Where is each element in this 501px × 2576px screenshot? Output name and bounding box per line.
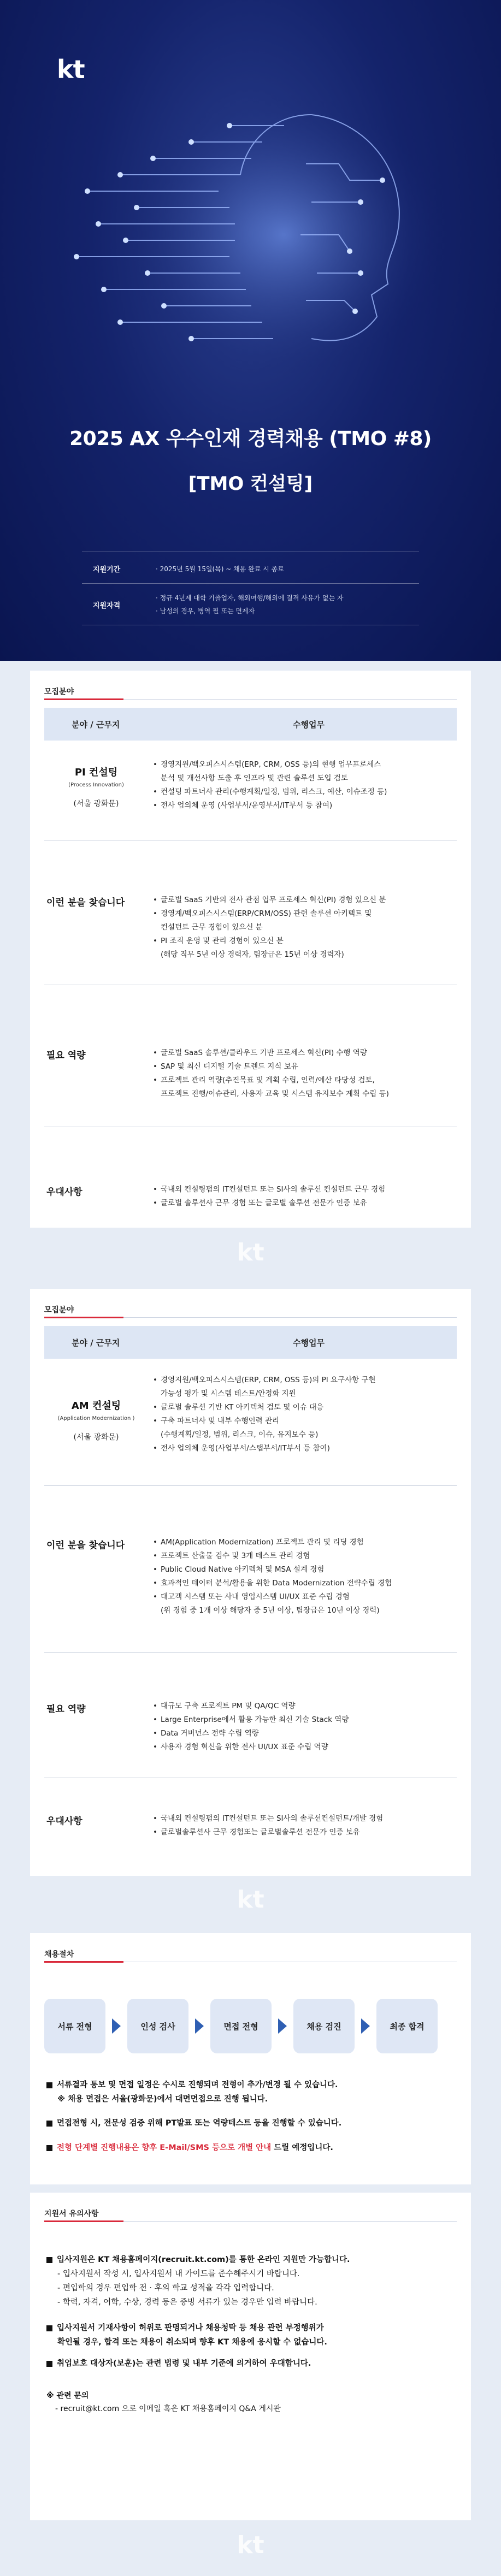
notice-card	[30, 2193, 471, 2520]
process-note-1: 서류결과 통보 및 면접 일정은 수시로 진행되며 전형이 추가/변경 될 수 있습니다. ※ 채용 면접은 서울(광화문)에서 대면면접으로 진행 됩니다.	[46, 2078, 451, 2106]
skills-label: 필요 역량	[46, 1704, 86, 1715]
notice-sub: 확인될 경우, 합격 또는 채용이 취소되며 향후 KT 채용에 응시할 수 없습니다.	[57, 2338, 327, 2347]
process-note-3	[46, 2141, 451, 2155]
list-item: • 대고객 시스템 또는 사내 영업시스템 UI/UX 표준 수립 경험	[153, 1590, 443, 1604]
process-steps	[44, 1999, 457, 2053]
notice-item-1: 입사지원은 KT 채용홈페이지(recruit.kt.com)를 통한 온라인 지원만 가능합니다. - 입사지원서 작성 시, 입사지원서 내 가이드를 준수해주시기 바랍니다. - 편입학의 경우 편입학 전 · 후의 학교 성적을 각각 입력합니다. - 학력, 자격, 어학, 수상, 경력 등은 증빙 서류가 있는 경우만 입력 바랍니다.	[46, 2253, 451, 2309]
recruitment-card-pi	[30, 671, 471, 1228]
step-personality-test: 인성 검사	[127, 1999, 188, 2053]
notice-sub: - 편입학의 경우 편입학 전 · 후의 학교 성적을 각각 입력합니다.	[57, 2284, 274, 2293]
list-item: • Large Enterprise에서 활용 가능한 최신 기술 Stack 역량	[153, 1713, 443, 1727]
qualification-value-1: · 정규 4년제 대학 기졸업자, 해외여행/해외에 결격 사유가 없는 자	[156, 594, 344, 602]
duty-list	[153, 758, 443, 813]
ideal-list	[153, 893, 443, 962]
section-heading: 채용절차	[44, 1950, 74, 1959]
qualification-label: 지원자격	[93, 602, 121, 610]
square-bullet-icon	[46, 2121, 52, 2127]
list-item: • 글로벌 솔루션 기반 KT 아키텍처 검토 및 이슈 대응	[153, 1401, 443, 1414]
column-duty: 수행업무	[293, 1338, 325, 1348]
preference-list	[153, 1812, 443, 1839]
accent-bar	[44, 1961, 123, 1963]
kt-watermark: kt	[237, 1886, 264, 1914]
list-item: • 글로벌솔루션사 근무 경험또는 글로벌솔루션 전문가 인증 보유	[153, 1826, 443, 1839]
list-item: • AM(Application Modernization) 프로젝트 관리 및 리딩 경험	[153, 1536, 443, 1549]
divider	[82, 583, 419, 584]
table-header	[44, 1326, 457, 1359]
list-item: • 국내외 컨설팅펌의 IT컨설턴트 또는 SI사의 솔루션 컨설턴트 근무 경험	[153, 1183, 443, 1197]
column-duty: 수행업무	[293, 720, 325, 730]
process-note-3-highlight: 전형 단계별 진행내용은 향후 E-Mail/SMS 등으로 개별 안내	[57, 2143, 272, 2152]
list-item: • 대규모 구축 프로젝트 PM 및 QA/QC 역량	[153, 1699, 443, 1713]
accent-bar	[44, 2220, 123, 2222]
arrow-right-icon	[361, 2018, 370, 2034]
ai-head-circuit-illustration	[55, 82, 448, 388]
section-heading: 지원서 유의사항	[44, 2210, 99, 2218]
divider	[44, 1485, 457, 1486]
contact-detail: - recruit@kt.com 으로 이메일 혹은 KT 채용홈페이지 Q&A 게시판	[55, 2405, 281, 2413]
square-bullet-icon	[46, 2361, 52, 2367]
list-item: • 경영지원/백오피스시스템(ERP, CRM, OSS 등)의 현행 업무프로세스	[153, 758, 443, 772]
list-item: • 글로벌 솔루션사 근무 경험 또는 글로벌 솔루션 전문가 인증 보유	[153, 1197, 443, 1210]
role-english: (Process Innovation)	[68, 782, 124, 788]
preference-list	[153, 1183, 443, 1210]
role-location: (서울 광화문)	[73, 1433, 119, 1442]
section-heading: 모집분야	[44, 1306, 74, 1314]
list-item: • 사용자 경험 혁신을 위한 전사 UI/UX 표준 수립 역량	[153, 1740, 443, 1754]
ideal-list	[153, 1536, 443, 1618]
column-role: 분야 / 근무지	[72, 720, 120, 730]
list-item: • 국내외 컨설팅펌의 IT컨설턴트 또는 SI사의 솔루션컨설턴트/개발 경험	[153, 1812, 443, 1826]
list-item: 컨설턴트 근무 경험이 있으신 분	[161, 923, 263, 932]
square-bullet-icon	[46, 2145, 52, 2151]
arrow-right-icon	[278, 2018, 287, 2034]
list-item: • 경영지원/백오피스시스템(ERP, CRM, OSS 등)의 PI 요구사항 구현	[153, 1373, 443, 1387]
accent-bar	[44, 1317, 123, 1318]
section-heading: 모집분야	[44, 688, 74, 696]
list-item: • PI 조직 운영 및 관리 경험이 있으신 분	[153, 934, 443, 948]
process-note-2: 면접전형 시, 전문성 검증 위해 PT발표 또는 역량테스트 등을 진행할 수 있습니다.	[46, 2116, 451, 2130]
list-item: • Public Cloud Native 아키텍처 및 MSA 설계 경험	[153, 1563, 443, 1577]
list-item: • Data 거버넌스 전략 수립 역량	[153, 1727, 443, 1740]
list-item: • 프로젝트 관리 역량(추진목표 및 계획 수립, 인력/예산 타당성 검토,	[153, 1074, 443, 1087]
hero-subtitle: [TMO 컨설팅]	[188, 473, 313, 495]
step-interview: 면접 전형	[210, 1999, 272, 2053]
list-item: (위 경험 중 1개 이상 해당자 중 5년 이상, 팀장급은 10년 이상 경력)	[161, 1606, 380, 1615]
notice-sub: - 학력, 자격, 어학, 수상, 경력 등은 증빙 서류가 있는 경우만 입력 바랍니다.	[57, 2298, 317, 2307]
skills-label: 필요 역량	[46, 1050, 86, 1061]
skills-list	[153, 1046, 443, 1101]
list-item: • 전사 업의체 운영 (사업부서/운영부서/IT부서 등 참여)	[153, 799, 443, 813]
arrow-right-icon	[112, 2018, 121, 2034]
notice-item-2: 입사지원서 기재사항이 허위로 판명되거나 채용청탁 등 채용 관련 부정행위가 확인될 경우, 합격 또는 채용이 취소되며 향후 KT 채용에 응시할 수 없습니다.	[46, 2321, 451, 2349]
process-note-3-rest: 드릴 예정입니다.	[274, 2143, 333, 2152]
step-document: 서류 전형	[44, 1999, 105, 2053]
step-final: 최종 합격	[376, 1999, 438, 2053]
list-item: • 글로벌 SaaS 솔루션/클라우드 기반 프로세스 혁신(PI) 수행 역량	[153, 1046, 443, 1060]
role-english: (Application Modernization )	[57, 1416, 135, 1422]
table-header	[44, 708, 457, 741]
list-item: • 컨설팅 파트너사 관리(수행계획/일정, 범위, 리스크, 예산, 이슈조정 등)	[153, 785, 443, 799]
divider	[44, 1652, 457, 1653]
square-bullet-icon	[46, 2082, 52, 2088]
hero-banner	[0, 0, 501, 661]
role-location: (서울 광화문)	[73, 800, 119, 808]
notice-sub: - 입사지원서 작성 시, 입사지원서 내 가이드를 준수해주시기 바랍니다.	[57, 2270, 300, 2278]
list-item: • 구축 파트너사 및 내부 수행인력 관리	[153, 1414, 443, 1428]
ideal-label: 이런 분을 찾습니다	[46, 897, 125, 908]
role-title: PI 컨설팅	[74, 767, 118, 778]
process-card	[30, 1933, 471, 2184]
list-item: • 프로젝트 산출물 검수 및 3개 테스트 관리 경험	[153, 1549, 443, 1563]
period-label: 지원기간	[93, 566, 121, 574]
contact-title: ※ 관련 문의	[46, 2391, 89, 2400]
kt-watermark: kt	[237, 2531, 264, 2559]
arrow-right-icon	[195, 2018, 204, 2034]
list-item: 분석 및 개선사항 도출 후 인프라 및 관련 솔루션 도입 검토	[161, 774, 348, 783]
role-title: AM 컨설팅	[71, 1400, 121, 1412]
list-item: 가능성 평가 및 시스템 테스트/안정화 지원	[161, 1389, 296, 1398]
role-cell	[44, 1398, 148, 1442]
accent-bar	[44, 698, 123, 700]
list-item: • 효과적인 데이터 분석/활용을 위한 Data Modernization 전략수립 경험	[153, 1577, 443, 1590]
contact-block	[46, 2389, 281, 2415]
list-item: • 글로벌 SaaS 기반의 전사 관점 업무 프로세스 혁신(PI) 경험 있으신 분	[153, 893, 443, 907]
skills-list	[153, 1699, 443, 1754]
list-item: • 전사 업의체 운영(사업부서/스탭부서/IT부서 등 참여)	[153, 1442, 443, 1455]
square-bullet-icon	[46, 2325, 52, 2331]
duty-list	[153, 1373, 443, 1455]
list-item: • SAP 및 최신 디지털 기술 트렌드 지식 보유	[153, 1060, 443, 1074]
qualification-value-2: · 남성의 경우, 병역 필 또는 면제자	[156, 607, 255, 615]
preference-label: 우대사항	[46, 1816, 82, 1827]
recruitment-card-am	[30, 1289, 471, 1876]
notice-item-3: 취업보호 대상자(보훈)는 관련 법령 및 내부 기준에 의거하여 우대합니다.	[46, 2356, 451, 2371]
list-item: 프로젝트 진행/이슈관리, 사용자 교육 및 시스템 유지보수 계획 수립 등)	[161, 1089, 389, 1098]
step-health-check: 채용 검진	[293, 1999, 355, 2053]
list-item: (해당 직무 5년 이상 경력자, 팀장급은 15년 이상 경력자)	[161, 950, 344, 959]
period-row	[82, 558, 419, 580]
column-role: 분야 / 근무지	[72, 1338, 120, 1348]
list-item: • 경영계/백오피스시스템(ERP/CRM/OSS) 관련 솔루션 아키텍트 및	[153, 907, 443, 921]
role-cell	[44, 765, 148, 809]
process-note-1-sub: ※ 채용 면접은 서울(광화문)에서 대면면접으로 진행 됩니다.	[57, 2095, 268, 2104]
kt-watermark: kt	[237, 1239, 264, 1266]
list-item: (수행계획/일정, 범위, 리스크, 이슈, 유지보수 등)	[161, 1430, 319, 1439]
preference-label: 우대사항	[46, 1187, 82, 1198]
kt-logo: kt	[57, 55, 85, 84]
square-bullet-icon	[46, 2257, 52, 2263]
hero-title: 2025 AX 우수인재 경력채용 (TMO #8)	[69, 428, 432, 450]
qualification-row	[82, 589, 419, 621]
ideal-label: 이런 분을 찾습니다	[46, 1540, 125, 1551]
period-value: · 2025년 5월 15일(목) ~ 채용 완료 시 종료	[156, 565, 284, 573]
